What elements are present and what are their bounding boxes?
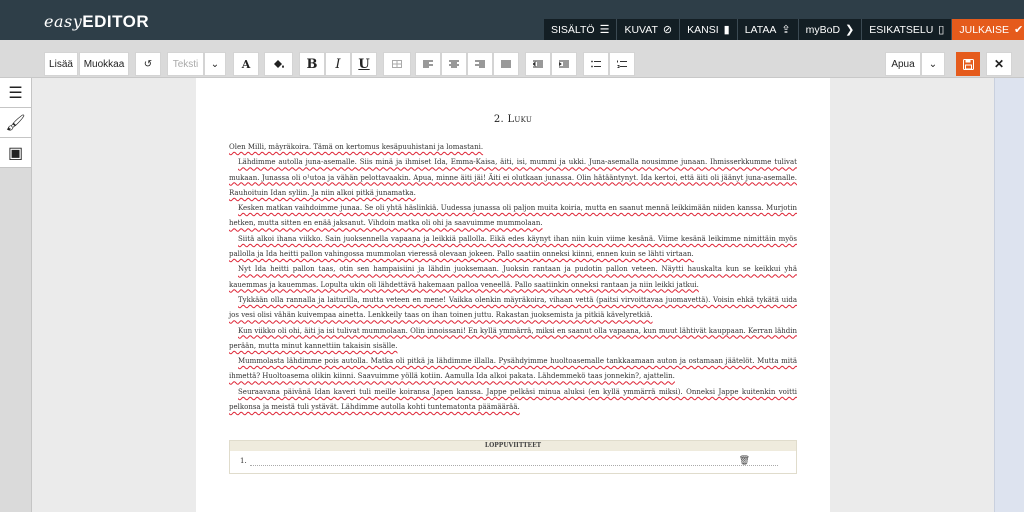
indent-increase-icon[interactable] (551, 52, 577, 76)
document-page[interactable] (196, 78, 830, 512)
endnotes-section (229, 440, 797, 474)
upload-icon: ⇪ (781, 24, 791, 36)
paperclip-icon: ⊘ (662, 24, 673, 36)
paragraph[interactable] (229, 201, 797, 232)
align-right-glyph-icon (475, 60, 485, 68)
bold-button[interactable]: B (299, 52, 325, 76)
chapter-body[interactable] (229, 140, 797, 415)
check-icon: ✔ (1013, 24, 1024, 36)
logo-easy: easy (44, 12, 83, 31)
font-icon[interactable]: A (233, 52, 259, 76)
sidebar-style[interactable] (0, 108, 31, 138)
phone-icon: ▯ (938, 24, 945, 36)
paragraph-text: Tykkään olla rannalla ja laiturilla, mutta veteen en mene! Vaikka olenkin mäyräkoira, vihaan vettä (paitsi virvoittavaa juomavettä). Voisin ehkä tykätä uida jos vesi olisi vähän kuivempaa ainetta. Lenkkeily taas on ihan toinen juttu. Rakastan juoksemista ja pitkiä kävelyretkiä. (229, 295, 797, 320)
paragraph[interactable] (229, 354, 797, 385)
book-icon: ▮ (723, 24, 730, 36)
list-icon: ☰ (599, 24, 610, 36)
sidebar-contents[interactable] (0, 78, 31, 108)
add-button[interactable]: Lisää (44, 52, 78, 76)
nav-kansi[interactable] (680, 19, 738, 40)
endnote-row[interactable] (230, 451, 796, 473)
outdent-glyph-icon (533, 60, 543, 68)
nav-esikatselu[interactable] (862, 19, 952, 40)
paragraph-text: Nyt Ida heitti pallon taas, otin sen hampaisiini ja lähdin juoksemaan. Juoksin rantaan ja pudotin pallon veteen. Näytti hauskalta kun se keikkui yhä kauemmas ja kauemmas. Lopulta ukin oli lähdettävä hakemaan palloa veneellä. Pallo saatiinkin onneksi rantaan ja niin leikki jatkui. (229, 265, 797, 289)
endnotes-title: LOPPUVIITTEET (230, 441, 796, 451)
nav-julkaise[interactable] (952, 19, 1024, 40)
chevron-down-icon[interactable]: ⌄ (204, 52, 226, 76)
paragraph-text: Kun viikko oli ohi, äiti ja isi tulivat mummolaan. Olin innoissani! En kyllä ymmärrä, miksi en saanut olla vapaana, kun muut lähtivät kauppaan. Kerran lähdin perään, mutta minut kannettiin takaisin sisälle. (229, 326, 797, 350)
nav-mybod-label: myBoD (805, 23, 841, 36)
nav-mybod[interactable] (799, 19, 863, 40)
list-icon: ☰ (8, 84, 23, 102)
image-icon: ▣ (7, 144, 24, 162)
paragraph[interactable] (229, 293, 797, 324)
nav-julkaise-label: JULKAISE (959, 23, 1009, 36)
chevron-right-icon: ❯ (845, 24, 855, 36)
align-left-icon[interactable] (415, 52, 441, 76)
paragraph[interactable] (229, 140, 797, 155)
nav-esikatselu-label: ESIKATSELU (869, 23, 934, 36)
align-left-glyph-icon (423, 60, 433, 68)
help-chevron-down-icon[interactable]: ⌄ (921, 52, 945, 76)
align-justify-icon[interactable] (493, 52, 519, 76)
app-logo (44, 12, 149, 32)
align-center-glyph-icon (449, 60, 459, 68)
left-sidebar (0, 78, 32, 512)
paragraph[interactable] (229, 155, 797, 201)
endnote-text-field[interactable] (250, 465, 778, 466)
indent-decrease-icon[interactable] (525, 52, 551, 76)
align-center-icon[interactable] (441, 52, 467, 76)
nav-sisalto[interactable] (544, 19, 617, 40)
numbers-glyph-icon (617, 60, 627, 68)
paragraph-text: Seuraavana päivänä Idan kaveri tuli meille koiransa Japen kanssa. Jappe pelkäsi minua aluksi (en kyllä ymmärrä miksi). Onneksi Jappe kuitenkin voitti pelkonsa ja meistä tuli ystävät. Lähdimme autolla kohti tuntematonta päämäärää. (229, 387, 797, 412)
nav-sisalto-label: SISÄLTÖ (551, 23, 595, 36)
paint-bucket-icon (272, 58, 286, 70)
paragraph-text: Kesken matkan vaihdoimme junaa. Se oli yhtä häslinkiä. Uudessa junassa oli paljon muita koiria, mutta en saanut mennä leikkimään niiden kanssa. Murjotin hetken, mutta sitten en enää jaksanut. Vihdoin matka oli ohi ja saavuimme mummolaan. (229, 204, 797, 228)
floppy-disk-icon (963, 59, 974, 70)
table-grid-icon (392, 60, 402, 68)
align-justify-glyph-icon (501, 60, 511, 68)
top-bar (0, 0, 1024, 40)
editor-toolbar (0, 40, 1024, 78)
logo-editor: EDITOR (82, 12, 150, 31)
nav-lataa-label: LATAA (744, 23, 777, 36)
paragraph-text: Lähdimme autolla juna-asemalle. Siis minä ja ihmiset Ida, Emma-Kaisa, äiti, isi, mummi ja ukki. Juna-asemalla nousimme junaan. Ihmisserkkumme tulivat mukaan. Junassa oli o¹utoa ja vähän pelottavaakin. Apua, minne äiti jäi! Äiti ei olutkaan junassa. Olin hätääntynyt. Ida kertoi, että äiti oli jäänyt juna-asemalle. Rauhoituin Idan syliin. Ja niin alkoi pitkä junamatka. (229, 158, 797, 197)
align-right-icon[interactable] (467, 52, 493, 76)
help-button[interactable]: Apua (885, 52, 921, 76)
nav-kuvat-label: KUVAT (624, 23, 658, 36)
paragraph-text: Mummolasta lähdimme pois autolla. Matka oli pitkä ja lähdimme illalla. Pysähdyimme huoltoasemalle tankkaamaan auton ja ostamaan jäätelöt. Mutta mitä ihmettä? Huoltoasema olikin kiinni. Saavuimme yöllä kotiin. Aamulla Ida alkoi pakata. Lähdemmekö taas jonnekin?, ajattelin. (229, 357, 797, 381)
nav-kansi-label: KANSI (687, 23, 719, 36)
endnote-number: 1. (240, 457, 247, 465)
underline-button[interactable]: U (351, 52, 377, 76)
paragraph[interactable] (229, 232, 797, 263)
paragraph-text: Olen Milli, mäyräkoira. Tämä on kertomus kesäpuuhistani ja lomastani. (229, 143, 484, 151)
table-icon[interactable] (383, 52, 411, 76)
paragraph[interactable] (229, 262, 797, 293)
italic-button[interactable]: I (325, 52, 351, 76)
undo-icon[interactable]: ↺ (135, 52, 161, 76)
paragraph[interactable] (229, 385, 797, 416)
paragraph[interactable] (229, 324, 797, 355)
indent-glyph-icon (559, 60, 569, 68)
highlight-icon[interactable] (264, 52, 293, 76)
edit-button[interactable]: Muokkaa (79, 52, 129, 76)
right-gutter (994, 78, 1024, 512)
bullets-glyph-icon (591, 60, 601, 68)
paragraph-text: Siitä alkoi ihana viikko. Sain juoksennella vapaana ja leikkiä pallolla. Eikä edes käynyt ihan niin kuin viime kesänä. Viime kesänä leikimme nimittäin myös pallolla ja Ida heitti pallon vahingossa mummolan vieressä olevaan jokeen. Pallo saatiin onneksi kiinni, ennen kuin se lähti virtaan. (229, 234, 797, 259)
sidebar-images[interactable] (0, 138, 31, 168)
nav-kuvat[interactable] (617, 19, 680, 40)
close-icon[interactable]: ✕ (986, 52, 1012, 76)
chapter-title[interactable]: 2. Luku (493, 114, 533, 125)
top-nav (544, 19, 1024, 40)
bullet-list-icon[interactable] (583, 52, 609, 76)
style-select[interactable]: Teksti (167, 52, 204, 76)
nav-lataa[interactable] (738, 19, 799, 40)
numbered-list-icon[interactable] (609, 52, 635, 76)
brush-icon: 🖌 (5, 114, 26, 132)
trash-icon[interactable]: 🗑 (738, 455, 750, 465)
save-button[interactable] (956, 52, 980, 76)
